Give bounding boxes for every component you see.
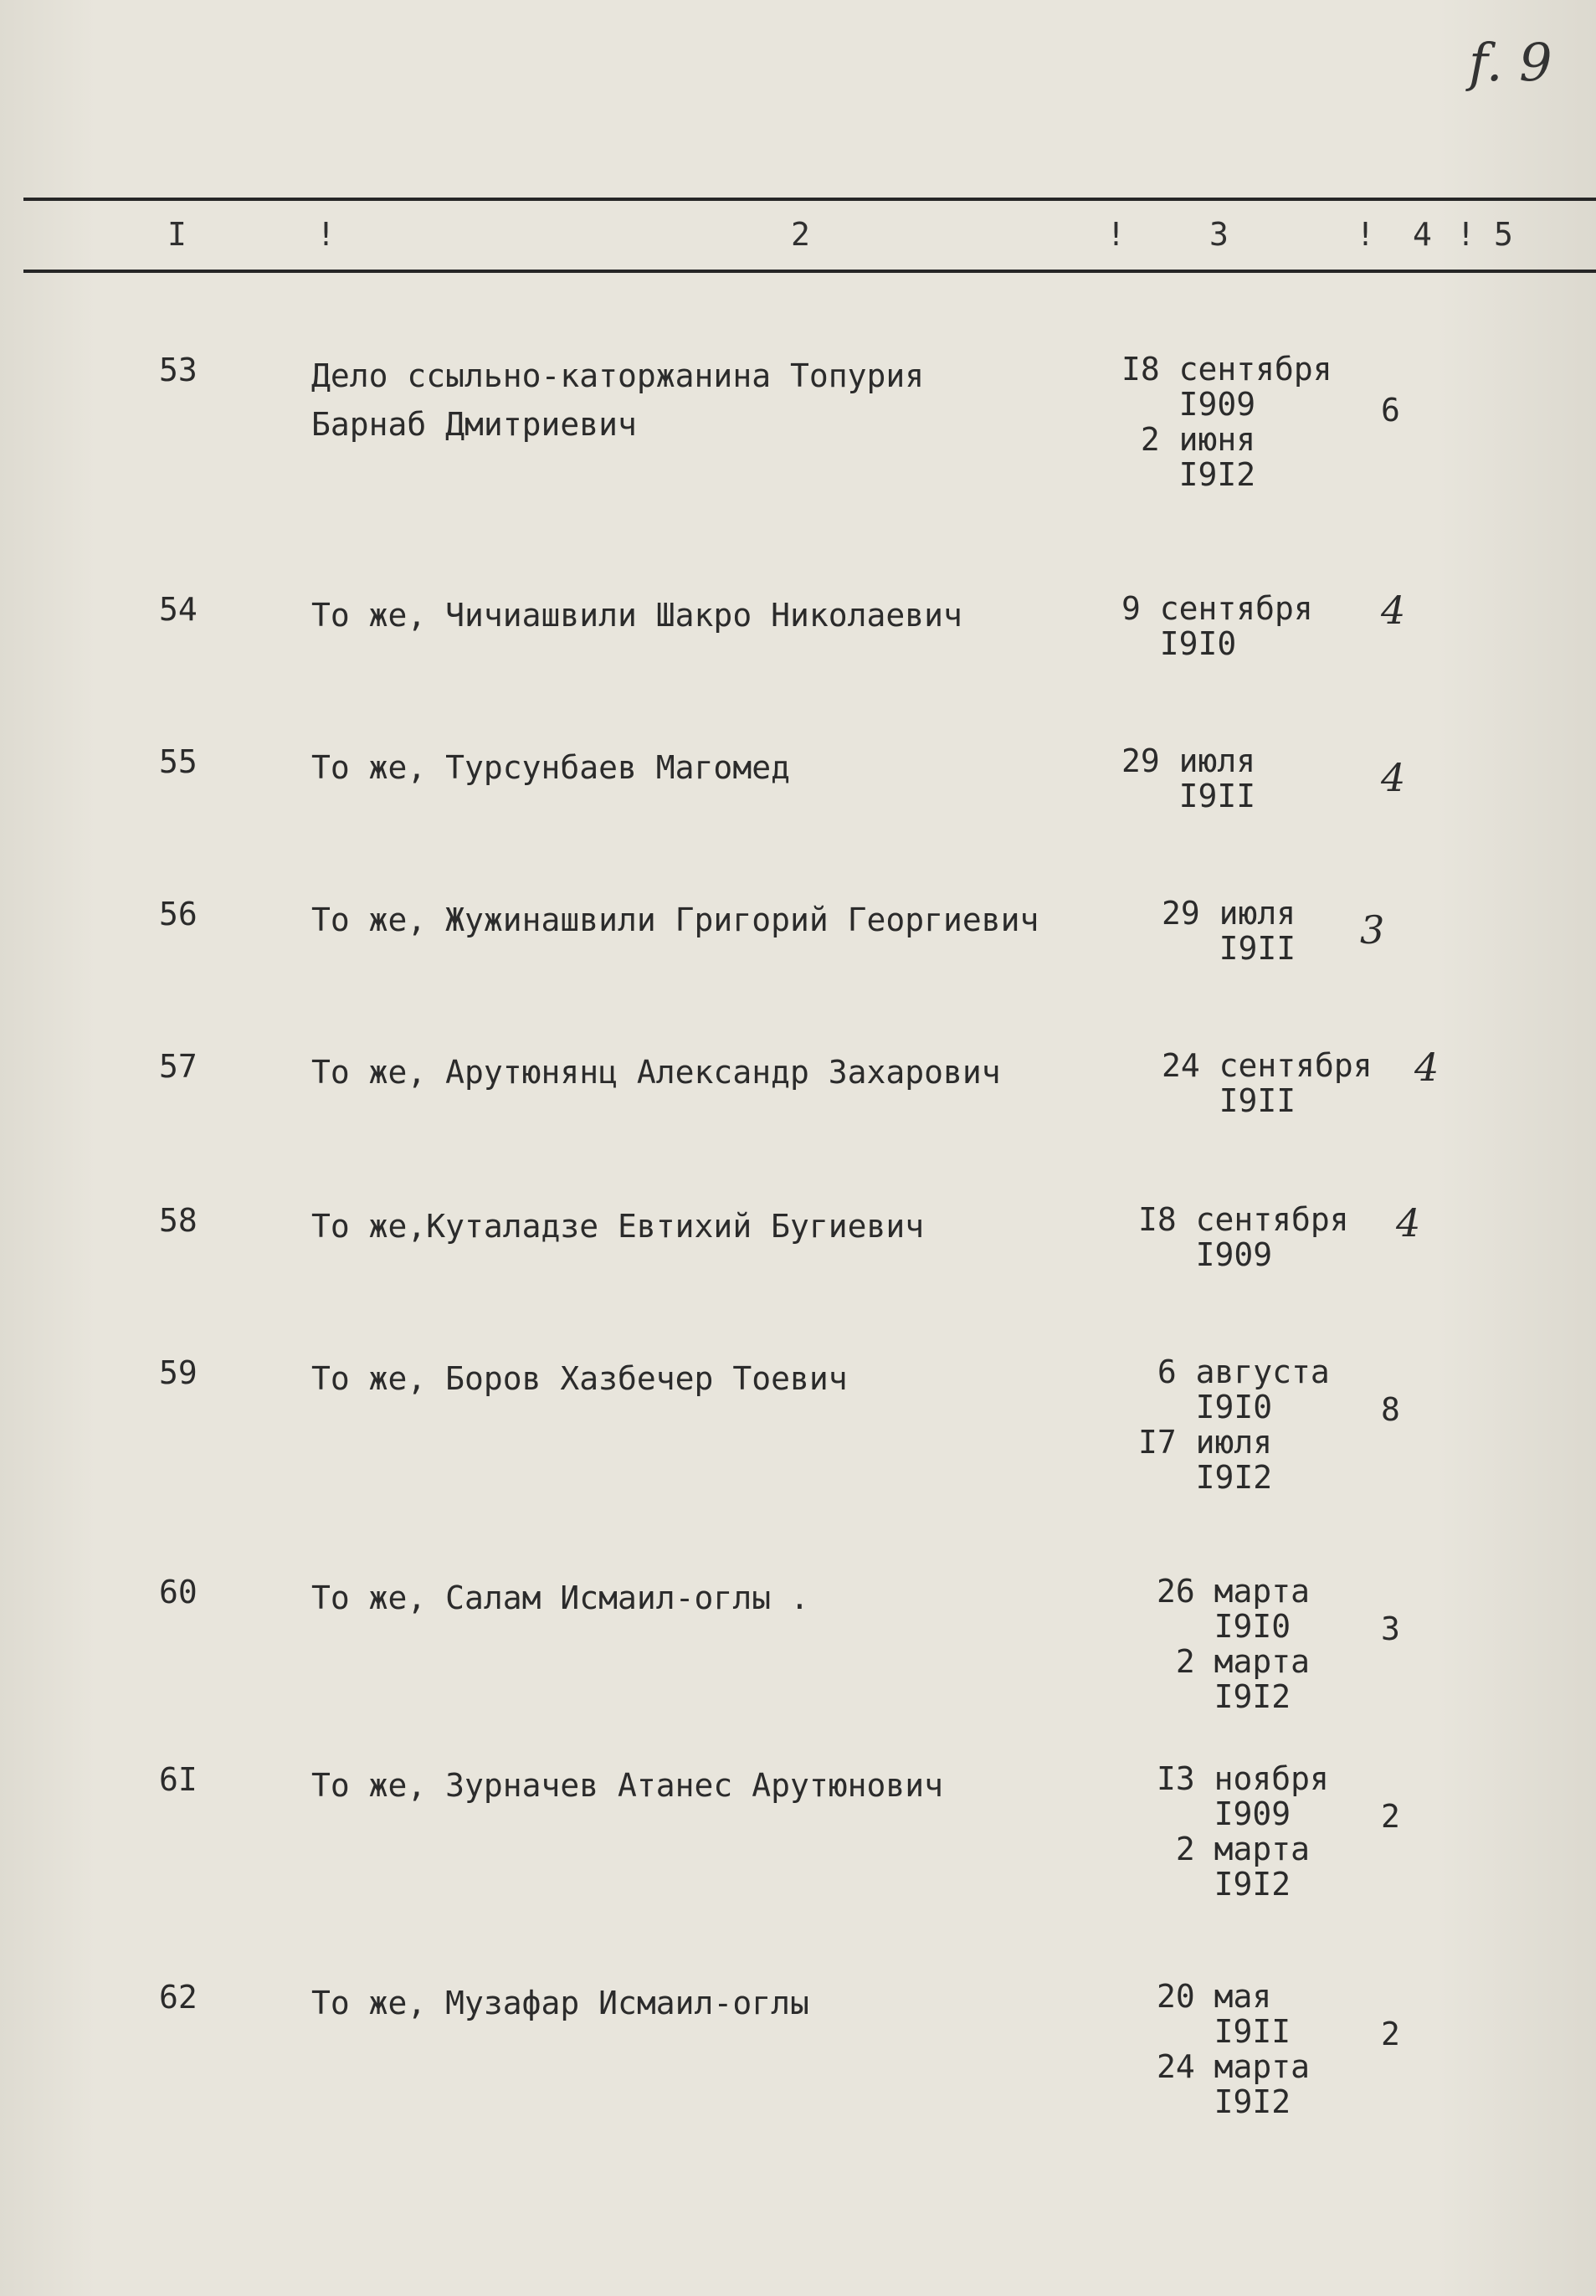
date-line: I9II (1157, 2013, 1291, 2050)
date-line: 20 мая (1157, 1978, 1272, 2015)
header-top-rule (23, 198, 1596, 201)
title-line: Дело ссыльно-каторжанина Топурия (311, 357, 925, 394)
title-line: То же,Куталадзе Евтихий Бугиевич (311, 1208, 925, 1245)
date-line: I9II (1162, 1082, 1296, 1119)
date-line: I9I2 (1138, 1459, 1273, 1496)
entry-number: 58 (159, 1202, 198, 1239)
sheet-count: 4 (1381, 755, 1406, 800)
date-line: I8 сентября (1138, 1201, 1349, 1238)
column-separator: ! (316, 216, 336, 253)
title-line: То же, Зурначев Атанес Арутюнович (311, 1767, 943, 1804)
entry-title (311, 352, 924, 449)
date-line: I9I0 (1157, 1608, 1291, 1645)
date-line: I9I0 (1138, 1389, 1273, 1425)
entry-title (311, 1048, 1001, 1097)
sheet-count: 2 (1381, 1798, 1400, 1835)
entry-number: 54 (159, 591, 198, 628)
date-line: I9I2 (1121, 456, 1256, 493)
date-line: 29 июля (1121, 742, 1256, 779)
entry-number: 60 (159, 1574, 198, 1610)
title-line: То же, Салам Исмаил-оглы . (311, 1579, 809, 1616)
column-header-3: 3 (1209, 216, 1229, 253)
date-line: I9I2 (1157, 1866, 1291, 1903)
sheet-count: 2 (1381, 2016, 1400, 2052)
date-line: I8 сентября (1121, 351, 1332, 388)
date-line: I9II (1121, 778, 1256, 814)
column-header-5: 5 (1494, 216, 1513, 253)
sheet-count: 4 (1396, 1200, 1421, 1246)
title-line: То же, Арутюнянц Александр Захарович (311, 1054, 1001, 1091)
entry-dates (1138, 1202, 1349, 1272)
sheet-count: 8 (1381, 1391, 1400, 1428)
date-line: I9I2 (1157, 1678, 1291, 1715)
entry-title (311, 743, 790, 792)
date-line: 2 июня (1121, 421, 1256, 458)
column-separator: ! (1106, 216, 1126, 253)
entry-number: 59 (159, 1354, 198, 1391)
date-line: 29 июля (1162, 895, 1296, 932)
entry-title (311, 1202, 924, 1251)
sheet-count: 4 (1414, 1045, 1439, 1090)
sheet-count: 4 (1381, 588, 1406, 633)
title-line: То же, Боров Хазбечер Тоевич (311, 1360, 848, 1397)
date-line: 24 марта (1157, 2048, 1311, 2085)
entry-dates (1121, 743, 1255, 814)
header-bottom-rule (23, 270, 1596, 273)
title-line: То же, Музафар Исмаил-оглы (311, 1985, 809, 2021)
entry-dates (1162, 896, 1296, 966)
date-line: 9 сентября (1121, 590, 1313, 627)
entry-number: 62 (159, 1979, 198, 2016)
date-line: 2 марта (1157, 1831, 1311, 1867)
entry-dates (1121, 352, 1332, 492)
date-line: I909 (1157, 1795, 1291, 1832)
column-header-4: 4 (1413, 216, 1432, 253)
entry-number: 57 (159, 1048, 198, 1085)
entry-dates (1121, 591, 1313, 661)
title-line: То же, Жужинашвили Григорий Георгиевич (311, 901, 1039, 938)
entry-title (311, 591, 962, 639)
date-line: I9II (1162, 930, 1296, 967)
entry-title (311, 896, 1039, 944)
column-header-1: I (167, 216, 187, 253)
title-line: Барнаб Дмитриевич (311, 406, 637, 443)
date-line: I909 (1138, 1236, 1273, 1273)
sheet-count: 6 (1381, 392, 1400, 429)
entry-dates (1162, 1048, 1373, 1118)
date-line: 6 августа (1138, 1353, 1330, 1390)
entry-dates (1157, 1979, 1310, 2119)
column-separator: ! (1356, 216, 1375, 253)
sheet-count: 3 (1381, 1610, 1400, 1647)
sheet-count: 3 (1360, 907, 1385, 953)
entry-title (311, 1761, 943, 1810)
entry-dates (1157, 1574, 1310, 1714)
entry-dates (1138, 1354, 1330, 1495)
date-line: 26 марта (1157, 1573, 1311, 1610)
column-separator: ! (1456, 216, 1475, 253)
entry-title (311, 1574, 809, 1622)
date-line: I9I0 (1121, 625, 1237, 662)
entry-number: 53 (159, 352, 198, 388)
column-header-2: 2 (791, 216, 810, 253)
entry-number: 6I (159, 1761, 198, 1798)
date-line: I7 июля (1138, 1424, 1273, 1461)
date-line: 24 сентября (1162, 1047, 1373, 1084)
entry-dates (1157, 1761, 1329, 1902)
folio-number: f. 9 (1469, 32, 1552, 93)
entry-number: 55 (159, 743, 198, 780)
title-line: То же, Чичиашвили Шакро Николаевич (311, 597, 962, 634)
entry-title (311, 1354, 848, 1403)
date-line: I909 (1121, 386, 1256, 423)
date-line: 2 марта (1157, 1643, 1311, 1680)
entry-title (311, 1979, 809, 2027)
title-line: То же, Турсунбаев Магомед (311, 749, 790, 786)
entry-number: 56 (159, 896, 198, 932)
date-line: I3 ноября (1157, 1760, 1329, 1797)
date-line: I9I2 (1157, 2083, 1291, 2120)
